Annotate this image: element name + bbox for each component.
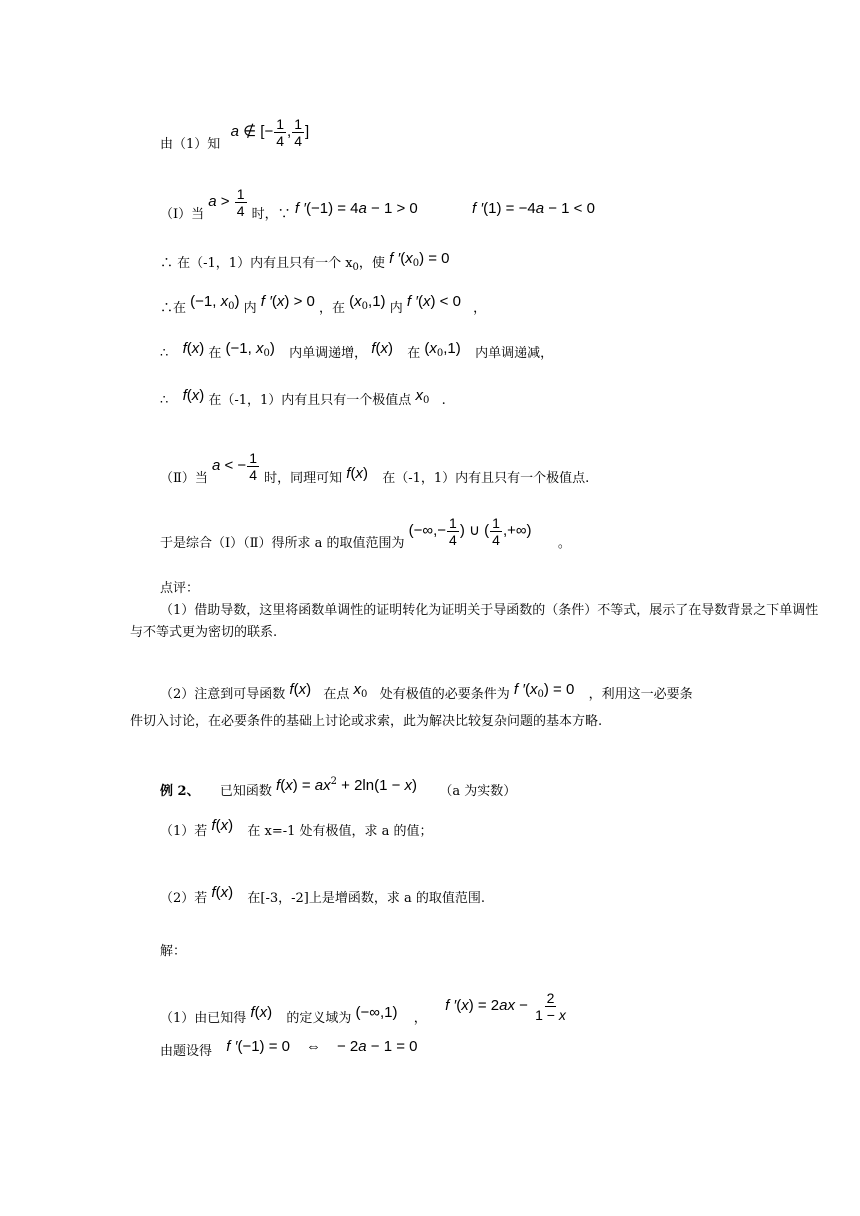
text: 在（-1，1）内有且只有一个极值点 bbox=[208, 393, 412, 408]
line-unique-extremum bbox=[160, 387, 446, 413]
text: 时，同理可知 bbox=[264, 471, 343, 486]
line-sign-of-derivative bbox=[160, 293, 487, 321]
text: （2）若 bbox=[160, 891, 208, 906]
formula-fprime-neg1: f ′(−1) = 4a − 1 > 0 bbox=[294, 200, 418, 217]
review-paragraph-2-line-2 bbox=[130, 714, 602, 730]
review-paragraph-2-line-1 bbox=[160, 681, 693, 707]
text: 。 bbox=[557, 536, 571, 551]
formula-fprime-x0-zero: f $'(x_0) = 0$ bbox=[513, 681, 575, 700]
example-label: 例 2、 bbox=[160, 784, 200, 799]
formula-interval-x0-1: $(x_0,1)$ bbox=[424, 340, 461, 359]
text: 的定义域为 bbox=[286, 1011, 352, 1026]
text: 点评： bbox=[160, 581, 200, 596]
formula-fx: f(x) bbox=[371, 340, 393, 357]
text: . bbox=[441, 393, 446, 408]
formula-range-union: (−∞,− $\frac{1}{4}$ ) ∪ ( $\frac{1}{4}$ ,+∞) bbox=[408, 515, 532, 548]
text: 在（-1，1）内有且只有一个极值点. bbox=[382, 471, 590, 486]
text: 解： bbox=[160, 944, 187, 959]
text: （2）注意到可导函数 bbox=[160, 687, 286, 702]
solution-step-1 bbox=[160, 990, 569, 1035]
formula-a-gt-quarter: a > $\frac{1}{4}$ bbox=[208, 186, 245, 219]
text: ， bbox=[473, 301, 487, 316]
line-exists-x0: ∴ 在（-1，1）内有且只有一个 $x_0$，使 f $'(x_0) = 0$ bbox=[160, 250, 450, 273]
formula-fx: f(x) bbox=[250, 1004, 273, 1021]
text: （1）借助导数，这里将函数单调性的证明转化为证明关于导函数的（条件）不等式，展示了在导数背景之下单调性与不等式更为密切的联系. bbox=[130, 603, 819, 640]
line-conclusion-range bbox=[160, 515, 571, 560]
formula-x0: $x_0$ bbox=[415, 387, 430, 406]
formula-fprime-1: f ′(1) = −4a − 1 < 0 bbox=[472, 200, 595, 217]
formula-derivative: f ′(x) = 2ax − $\frac{2}{1 - x}$ bbox=[445, 990, 566, 1023]
question-2 bbox=[160, 884, 485, 907]
text: ，利用这一必要条 bbox=[588, 687, 693, 702]
formula-fx: f(x) bbox=[346, 465, 368, 482]
formula-fx: f(x) bbox=[289, 681, 312, 698]
review-paragraph-1 bbox=[130, 600, 830, 644]
line-known-from-1 bbox=[160, 116, 310, 161]
text: （a 为实数） bbox=[439, 784, 517, 799]
text: 在 bbox=[208, 346, 222, 361]
formula-interval-x0-1: $(x_0,1)$ bbox=[349, 293, 386, 312]
text: 处有极值的必要条件为 bbox=[379, 687, 510, 702]
formula-a-not-in-interval: a ∉ [− $\frac{1}{4}$ , $\frac{1}{4}$ ] bbox=[230, 116, 310, 149]
line-case-2 bbox=[160, 450, 590, 495]
text: 内单调递增， bbox=[289, 346, 368, 361]
text: ，在 bbox=[319, 301, 346, 316]
text: 已知函数 bbox=[219, 784, 272, 799]
formula-fprime-negative: f ′(x) < 0 bbox=[406, 293, 461, 310]
text: ∴ bbox=[160, 393, 169, 408]
text: ， bbox=[413, 1011, 427, 1026]
solution-step-2 bbox=[160, 1038, 418, 1060]
text: 内 bbox=[243, 301, 257, 316]
formula-fprime-x0-zero: f $'(x_0) = 0$ bbox=[389, 250, 450, 269]
text: 时，∵ bbox=[251, 207, 291, 222]
text: （Ⅱ）当 bbox=[160, 471, 208, 486]
review-heading bbox=[160, 581, 199, 597]
formula-fx: f(x) bbox=[182, 387, 205, 404]
formula-fx: f(x) bbox=[182, 340, 205, 357]
text: 在 x=-1 处有极值，求 a 的值； bbox=[247, 824, 433, 839]
text: 由（1）知 bbox=[160, 137, 221, 152]
formula-interval-neg1-x0: (−1, $x_0$) bbox=[190, 293, 240, 312]
formula-interval-neg1-x0: (−1, $x_0$) bbox=[225, 340, 275, 359]
line-monotonicity bbox=[160, 340, 554, 366]
solution-heading bbox=[160, 944, 186, 960]
text: ∴在 bbox=[160, 301, 187, 316]
text: ，使 bbox=[358, 256, 385, 271]
text: （1）若 bbox=[160, 824, 208, 839]
formula-fx: f(x) bbox=[211, 884, 234, 901]
formula-x0: $x_0$ bbox=[353, 681, 368, 700]
text: 在点 bbox=[323, 687, 350, 702]
text: 内单调递减， bbox=[475, 346, 554, 361]
text: 件切入讨论，在必要条件的基础上讨论或求索，此为解决比较复杂问题的基本方略. bbox=[130, 714, 603, 729]
text: （Ⅰ）当 bbox=[160, 207, 205, 222]
text: 由题设得 bbox=[160, 1044, 213, 1059]
example-2-statement bbox=[160, 776, 517, 800]
text: 于是综合（Ⅰ）（Ⅱ）得所求 a 的取值范围为 bbox=[160, 536, 405, 551]
text: （1）由已知得 bbox=[160, 1011, 247, 1026]
formula-condition: f ′(−1) = 0 ⇔ − 2a − 1 = 0 bbox=[226, 1038, 418, 1055]
question-1 bbox=[160, 817, 433, 840]
line-case-1 bbox=[160, 186, 595, 231]
formula-fprime-positive: f ′(x) > 0 bbox=[260, 293, 315, 310]
formula-domain: (−∞,1) bbox=[355, 1004, 398, 1021]
text: ∴ bbox=[160, 346, 169, 361]
formula-a-lt-neg-quarter: a < − $\frac{1}{4}$ bbox=[211, 450, 257, 483]
formula-fx: f(x) bbox=[211, 817, 234, 834]
formula-function-definition: $f(x) = ax^2 + 2\ln(1 - x)$ bbox=[276, 776, 418, 794]
text: ∴ 在（-1，1）内有且只有一个 x bbox=[160, 256, 353, 271]
text: 内 bbox=[389, 301, 403, 316]
text: 在[-3，-2]上是增函数，求 a 的取值范围. bbox=[247, 891, 485, 906]
text: 在 bbox=[407, 346, 421, 361]
